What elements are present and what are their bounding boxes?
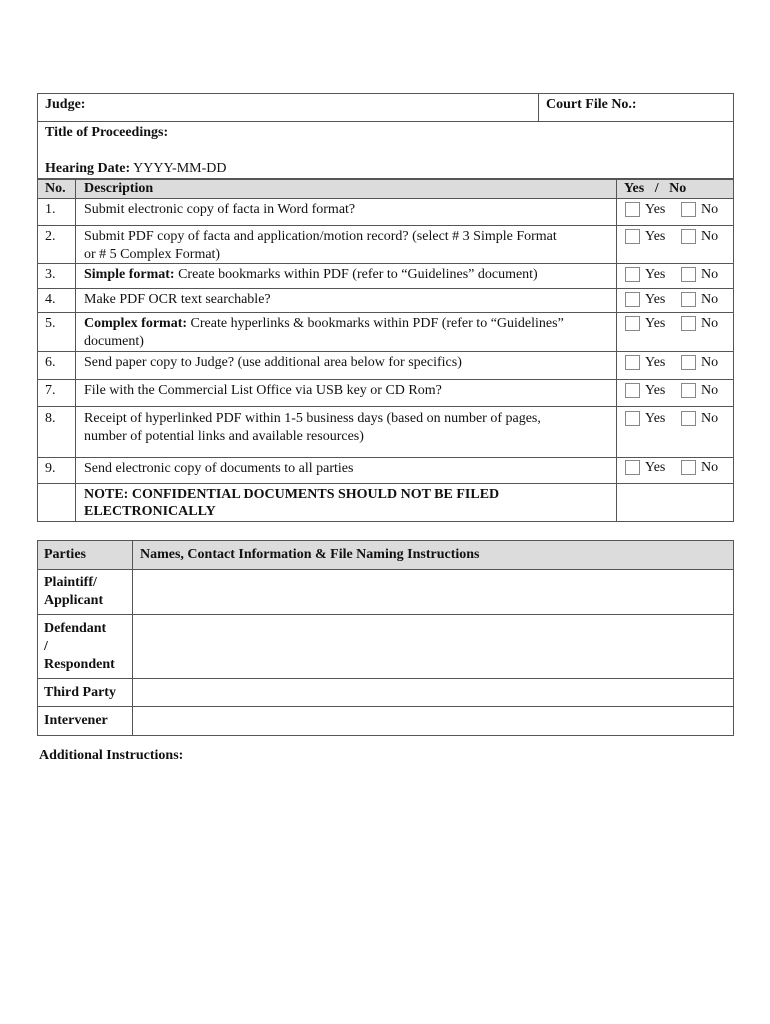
judge-field[interactable] — [100, 95, 530, 119]
row-1-no-label: No — [701, 202, 719, 217]
row-5-bold-label: Complex format: — [84, 316, 188, 331]
row-5-yes-label: Yes — [645, 316, 666, 331]
col-parties-header: Parties — [44, 547, 86, 562]
row-1-number: 1. — [45, 202, 56, 217]
row-9-number: 9. — [45, 461, 56, 476]
party-plaintiff-field[interactable] — [134, 571, 732, 613]
col-no-header: No. — [45, 181, 66, 196]
col-description-header: Description — [84, 181, 154, 196]
hearing-date — [45, 160, 226, 178]
row-3-number: 3. — [45, 267, 56, 282]
row-9-no-label: No — [701, 460, 719, 475]
row-3-yes-label: Yes — [645, 267, 666, 282]
row-2-description: Submit PDF copy of facta and application/motion record? (select # 3 Simple Format — [84, 229, 557, 244]
additional-instructions-label: Additional Instructions: — [39, 748, 184, 763]
col-yes-no-header: Yes / No — [624, 181, 687, 196]
row-3-no-checkbox[interactable] — [681, 267, 696, 282]
row-8-yes-checkbox[interactable] — [625, 411, 640, 426]
party-defendant-line1: Defendant — [44, 621, 107, 636]
row-5-yes-checkbox[interactable] — [625, 316, 640, 331]
row-9-no-checkbox[interactable] — [681, 460, 696, 475]
row-2-no-checkbox[interactable] — [681, 229, 696, 244]
row-8-no-label: No — [701, 411, 719, 426]
row-6-yes-checkbox[interactable] — [625, 355, 640, 370]
row-1-no-checkbox[interactable] — [681, 202, 696, 217]
row-6-no-label: No — [701, 355, 719, 370]
row-4-yes-checkbox[interactable] — [625, 292, 640, 307]
row-8-number: 8. — [45, 411, 56, 426]
title-of-proceedings-label: Title of Proceedings: — [45, 125, 169, 140]
row-6-yes-label: Yes — [645, 355, 666, 370]
row-1-yes-label: Yes — [645, 202, 666, 217]
row-1-yes-checkbox[interactable] — [625, 202, 640, 217]
row-2-yes-checkbox[interactable] — [625, 229, 640, 244]
row-6-number: 6. — [45, 355, 56, 370]
row-7-no-label: No — [701, 383, 719, 398]
row-3-text: Create bookmarks within PDF (refer to “Guidelines” document) — [174, 267, 538, 282]
row-4-yes-label: Yes — [645, 292, 666, 307]
row-7-yes-label: Yes — [645, 383, 666, 398]
row-5-text: Create hyperlinks & bookmarks within PDF (refer to “Guidelines” — [187, 316, 564, 331]
row-2-description-cont: or # 5 Complex Format) — [84, 247, 221, 262]
row-9-description: Send electronic copy of documents to all parties — [84, 461, 354, 476]
judge-label: Judge: — [45, 97, 86, 112]
party-intervener-label: Intervener — [44, 713, 108, 728]
party-third-party-label: Third Party — [44, 685, 116, 700]
row-2-no-label: No — [701, 229, 719, 244]
party-third-party-field[interactable] — [134, 680, 732, 705]
confidential-note-line2: ELECTRONICALLY — [84, 504, 216, 519]
row-5-no-checkbox[interactable] — [681, 316, 696, 331]
hearing-date-value[interactable]: YYYY-MM-DD — [133, 161, 227, 176]
row-4-number: 4. — [45, 292, 56, 307]
title-of-proceedings-field[interactable] — [185, 123, 725, 157]
row-3-yes-checkbox[interactable] — [625, 267, 640, 282]
row-8-description-cont: number of potential links and available resources) — [84, 429, 364, 444]
row-7-no-checkbox[interactable] — [681, 383, 696, 398]
party-defendant-field[interactable] — [134, 616, 732, 677]
court-file-label: Court File No.: — [546, 97, 637, 112]
row-3-bold-label: Simple format: — [84, 267, 175, 282]
hearing-date-label: Hearing Date: — [45, 161, 131, 176]
row-1-description: Submit electronic copy of facta in Word format? — [84, 202, 356, 217]
row-5-description — [84, 315, 564, 333]
party-plaintiff-line1: Plaintiff/ — [44, 575, 97, 590]
row-8-yes-label: Yes — [645, 411, 666, 426]
row-7-yes-checkbox[interactable] — [625, 383, 640, 398]
row-9-yes-label: Yes — [645, 460, 666, 475]
row-6-description: Send paper copy to Judge? (use additional area below for specifics) — [84, 355, 462, 370]
row-7-description: File with the Commercial List Office via USB key or CD Rom? — [84, 383, 442, 398]
row-5-no-label: No — [701, 316, 719, 331]
row-5-number: 5. — [45, 316, 56, 331]
col-names-header: Names, Contact Information & File Naming Instructions — [140, 547, 480, 562]
row-5-description-cont: document) — [84, 334, 144, 349]
party-defendant-line2: / — [44, 639, 48, 654]
row-3-description — [84, 266, 538, 284]
row-6-no-checkbox[interactable] — [681, 355, 696, 370]
row-3-no-label: No — [701, 267, 719, 282]
confidential-note-line1: NOTE: CONFIDENTIAL DOCUMENTS SHOULD NOT BE FILED — [84, 487, 500, 502]
row-7-number: 7. — [45, 383, 56, 398]
row-4-no-label: No — [701, 292, 719, 307]
row-8-no-checkbox[interactable] — [681, 411, 696, 426]
party-intervener-field[interactable] — [134, 708, 732, 734]
court-file-field[interactable] — [648, 95, 730, 119]
additional-instructions-field[interactable] — [39, 770, 734, 990]
row-2-number: 2. — [45, 229, 56, 244]
row-9-yes-checkbox[interactable] — [625, 460, 640, 475]
row-2-yes-label: Yes — [645, 229, 666, 244]
party-plaintiff-line2: Applicant — [44, 593, 104, 608]
row-8-description: Receipt of hyperlinked PDF within 1-5 business days (based on number of pages, — [84, 411, 541, 426]
row-4-description: Make PDF OCR text searchable? — [84, 292, 271, 307]
row-4-no-checkbox[interactable] — [681, 292, 696, 307]
party-defendant-line3: Respondent — [44, 657, 115, 672]
